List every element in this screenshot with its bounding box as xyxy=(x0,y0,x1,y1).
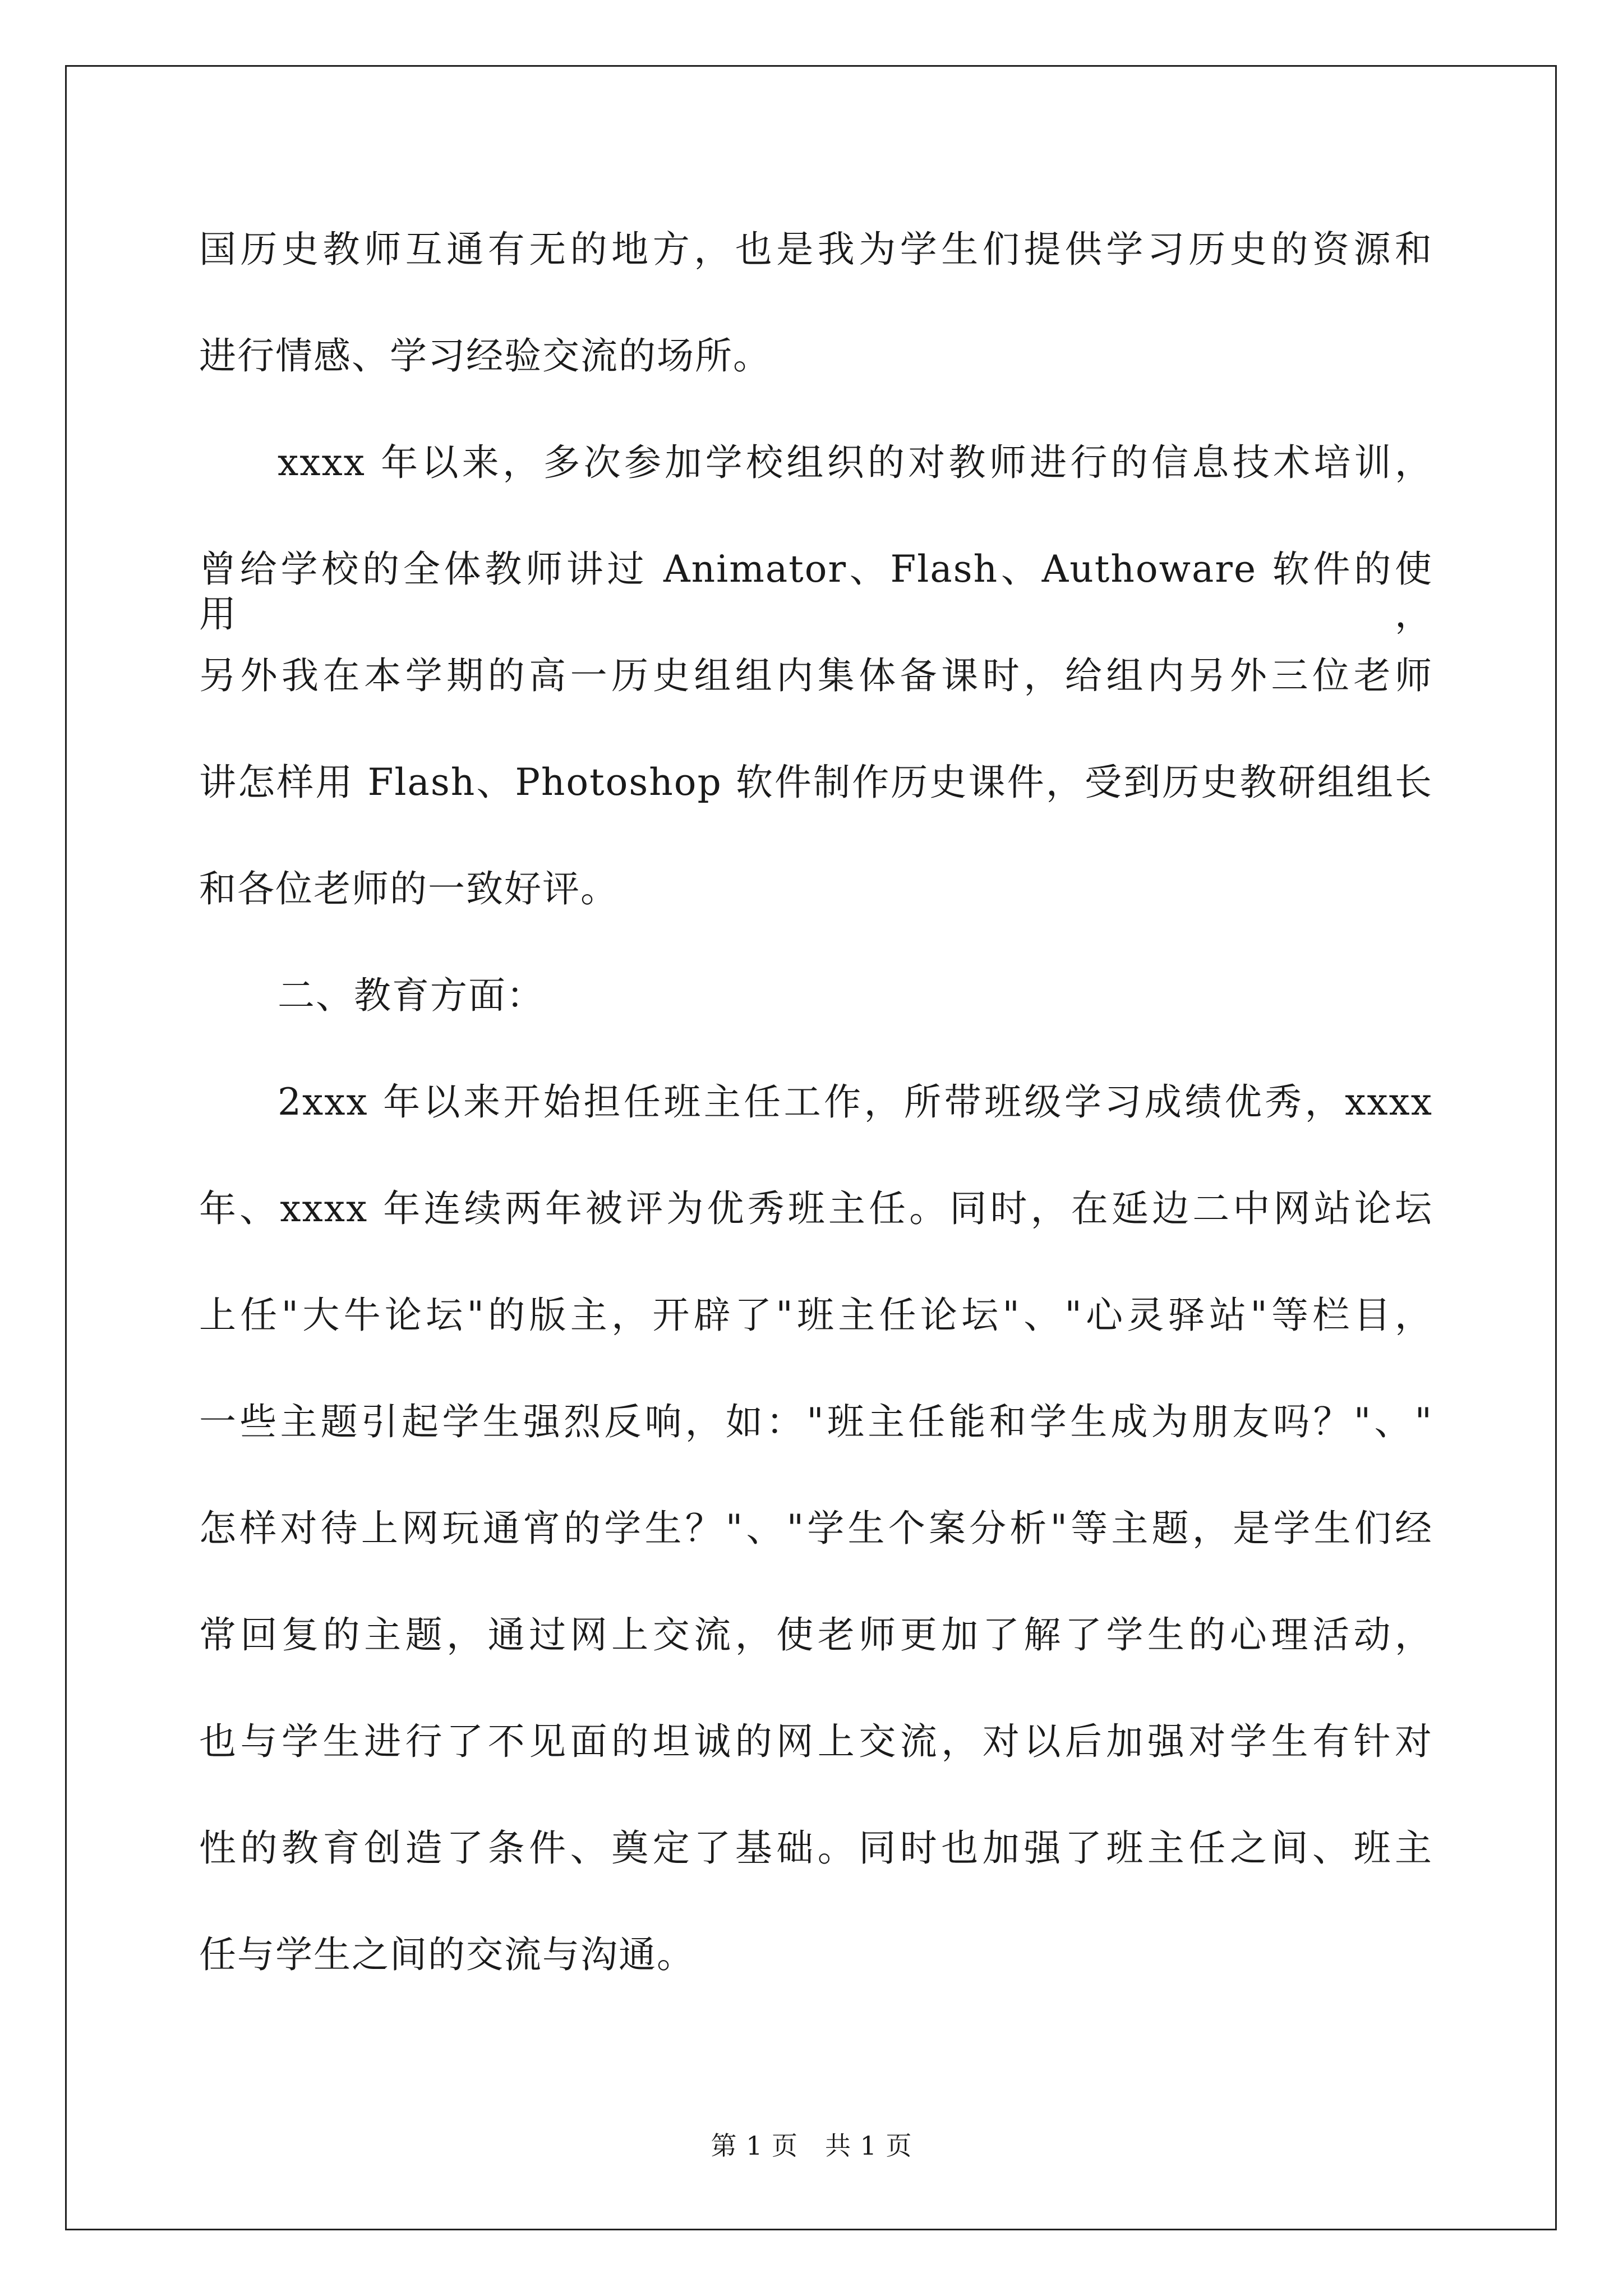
text-line: 一些主题引起学生强烈反响，如："班主任能和学生成为朋友吗？"、" xyxy=(199,1400,1433,1443)
text-line: 也与学生进行了不见面的坦诚的网上交流，对以后加强对学生有针对 xyxy=(199,1720,1433,1763)
text-line: 另外我在本学期的高一历史组组内集体备课时，给组内另外三位老师 xyxy=(199,654,1433,697)
page-footer xyxy=(0,2129,1623,2162)
text-line: 性的教育创造了条件、奠定了基础。同时也加强了班主任之间、班主 xyxy=(199,1826,1433,1870)
page-number: 第 1 页 xyxy=(711,2131,798,2161)
page-total: 共 1 页 xyxy=(825,2131,912,2161)
text-line: 2xxx 年以来开始担任班主任工作，所带班级学习成绩优秀，xxxx xyxy=(278,1080,1433,1124)
text-line: 年、xxxx 年连续两年被评为优秀班主任。同时，在延边二中网站论坛 xyxy=(199,1187,1433,1230)
text-line: 任与学生之间的交流与沟通。 xyxy=(199,1933,695,1976)
text-line: 常回复的主题，通过网上交流，使老师更加了解了学生的心理活动， xyxy=(199,1613,1433,1657)
text-line: 怎样对待上网玩通宵的学生？"、"学生个案分析"等主题，是学生们经 xyxy=(199,1507,1433,1550)
text-line: 上任"大牛论坛"的版主，开辟了"班主任论坛"、"心灵驿站"等栏目， xyxy=(199,1294,1433,1337)
text-line: 进行情感、学习经验交流的场所。 xyxy=(199,334,771,378)
text-line: xxxx 年以来，多次参加学校组织的对教师进行的信息技术培训， xyxy=(278,441,1433,484)
page-border xyxy=(65,65,1557,2230)
text-line: 和各位老师的一致好评。 xyxy=(199,867,619,910)
section-heading: 二、教育方面： xyxy=(278,974,545,1017)
text-line: 曾给学校的全体教师讲过 Animator、Flash、Authoware 软件的使用， xyxy=(199,547,1433,636)
text-line: 讲怎样用 Flash、Photoshop 软件制作历史课件，受到历史教研组组长 xyxy=(199,761,1433,804)
text-line: 国历史教师互通有无的地方，也是我为学生们提供学习历史的资源和 xyxy=(199,228,1433,271)
